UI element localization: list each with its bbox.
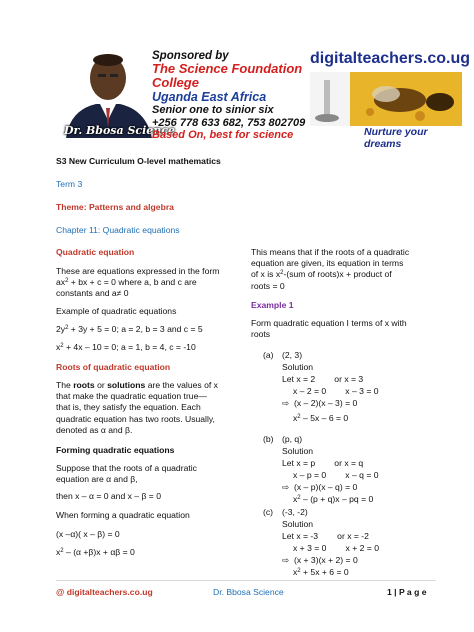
text-line: that is, they satisfy the equation. Each (56, 402, 201, 413)
part-b-line-2: x – p = 0 x – q = 0 (293, 470, 379, 480)
text-line: Form quadratic equation I terms of x with (251, 318, 407, 328)
example-equation-2: $x^2 + 4x - 10 = 0$; a = 1, b = 4, c = -10 (56, 342, 196, 352)
text-line: The roots or solutions are the values of x (56, 380, 218, 390)
part-b-line-1: Let x = p or x = q (282, 458, 364, 468)
chapter-label: Chapter 11: Quadratic equations (56, 225, 180, 235)
roots-condition: then x – α = 0 and x – β = 0 (56, 491, 161, 501)
college-name: The Science Foundation College (152, 61, 303, 90)
sponsored-by: Sponsored by (152, 50, 229, 62)
part-b-solution: Solution (282, 446, 314, 456)
roots-paragraph (56, 380, 252, 436)
text-line: roots (251, 329, 271, 340)
theme-label: Theme: Patterns and algebra (56, 202, 174, 212)
site-tagline: Nurture your dreams (364, 126, 428, 150)
part-c-line-2: x + 3 = 0 x + 2 = 0 (293, 543, 379, 553)
college-location: Uganda East Africa (152, 90, 267, 104)
part-c-solution: Solution (282, 519, 314, 529)
part-c-label: (c) (263, 507, 274, 517)
text-line: equation are given, its equation in terms (251, 258, 404, 269)
part-a-line-1: Let x = 2 or x = 3 (282, 374, 364, 384)
footer-divider (56, 580, 436, 581)
college-phone: +256 778 633 682, 753 802709 (152, 117, 306, 129)
example-1-heading: Example 1 (251, 300, 294, 310)
part-a-label: (a) (263, 350, 274, 360)
heading-roots: Roots of quadratic equation (56, 362, 171, 372)
part-b-line-3: ⇨ (x – p)(x – q) = 0 (282, 482, 358, 492)
text-line: $ax^2$ + bx + c = 0 where a, b and c are (56, 277, 197, 288)
part-b-roots: (p, q) (282, 434, 303, 444)
text-line: constants and a≠ 0 (56, 288, 129, 299)
factored-form: (x –α)( x – β) = 0 (56, 529, 120, 539)
college-motto: Based On, best for science (152, 129, 294, 141)
heading-forming: Forming quadratic equations (56, 445, 175, 455)
signature-text: Dr. Bbosa Science (64, 124, 175, 137)
meaning-paragraph (251, 247, 447, 292)
general-form: $x^2 - (\alpha +\beta)x + \alpha\beta = 0$ (56, 547, 135, 557)
heading-quadratic-equation: Quadratic equation (56, 247, 135, 257)
text-line: Suppose that the roots of a quadratic (56, 463, 197, 473)
part-a-line-2: x – 2 = 0 x – 3 = 0 (293, 386, 379, 396)
text-line: roots = 0 (251, 280, 285, 291)
text-line: denoted as α and β. (56, 424, 133, 435)
part-a-line-3: ⇨ (x – 2)(x – 3) = 0 (282, 398, 358, 408)
site-logo-text: digitalteachers.co.ug (310, 50, 471, 67)
footer-site-link[interactable]: @ digitalteachers.co.ug (56, 587, 153, 597)
part-a-roots: (2, 3) (282, 350, 303, 360)
text-line: These are equations expressed in the form (56, 266, 220, 276)
part-c-line-3: ⇨ (x + 3)(x + 2) = 0 (282, 555, 358, 565)
course-title: S3 New Curriculum O-level mathematics (56, 156, 221, 166)
footer-author: Dr. Bbosa Science (213, 587, 284, 597)
part-a-line-4: $x^2 - 5x - 6 = 0$ (293, 413, 349, 423)
example-label: Example of quadratic equations (56, 306, 177, 316)
text-line: equation are α and β, (56, 474, 138, 485)
example-equation-1: $2y^2 + 3y + 5 = 0$; a = 2, b = 3 and c = 5 (56, 324, 203, 334)
example-1-question (251, 318, 447, 340)
forming-paragraph (56, 463, 252, 485)
part-c-line-4: $x^2 + 5x + 6 = 0$ (293, 567, 349, 577)
text-line: quadratic equation has two roots. Usually, (56, 413, 215, 424)
part-b-line-4: $x^2 - (p + q)x$ – pq = 0 (293, 494, 374, 504)
college-level: Senior one to sinior six (152, 104, 274, 116)
forming-note: When forming a quadratic equation (56, 510, 190, 520)
sponsor-banner (56, 48, 471, 150)
part-c-roots: (-3, -2) (282, 507, 308, 517)
term-label: Term 3 (56, 179, 83, 189)
text-line: This means that if the roots of a quadratic (251, 247, 410, 257)
bees-image (310, 72, 462, 126)
definition-paragraph (56, 266, 252, 300)
text-line: of x is $x^2-(sum$ of roots)x + product of (251, 269, 392, 280)
part-a-solution: Solution (282, 362, 314, 372)
part-c-line-1: Let x = -3 or x = -2 (282, 531, 369, 541)
page-number: 1 | P a g e (387, 587, 427, 597)
part-b-label: (b) (263, 434, 274, 444)
text-line: that make the quadratic equation true— (56, 391, 207, 402)
